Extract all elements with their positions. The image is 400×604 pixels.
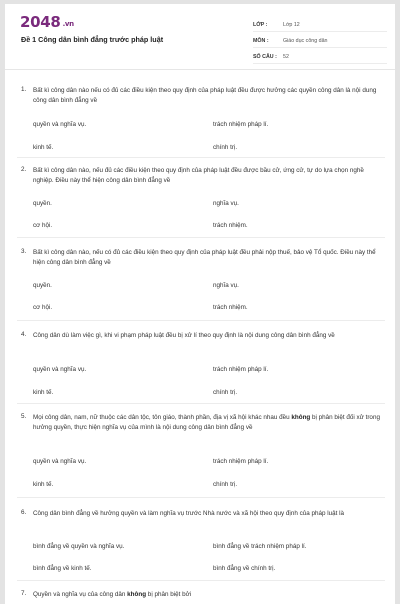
meta-key: LỚP : <box>253 21 268 28</box>
question-text: Công dân dù làm việc gì, khi vi phạm pháp luật đều bị xử lí theo quy định là nội dung công dân bình đẳng về <box>33 332 335 339</box>
answer-option-c[interactable]: bình đẳng về kinh tế. <box>33 565 92 572</box>
answer-option-c[interactable]: kinh tế. <box>33 389 54 396</box>
divider <box>17 157 385 158</box>
meta-value: 52 <box>283 53 289 60</box>
question-number: 6. <box>21 509 27 516</box>
meta-row-subject <box>253 34 387 48</box>
question-number: 4. <box>21 331 27 338</box>
question-text <box>33 413 383 432</box>
divider <box>17 580 385 581</box>
answer-option-b[interactable]: trách nhiệm pháp lí. <box>213 366 269 373</box>
divider <box>17 320 385 321</box>
question-text-part: Mọi công dân, nam, nữ thuộc các dân tộc, tôn giáo, thành phần, địa vị xã hội khác nhau đều <box>33 414 292 421</box>
question-text-part: bị phân biệt đối xử trong hưởng quyền, thực hiện nghĩa vụ của mình là nội dung công dân bình đẳng về <box>33 414 380 431</box>
answer-option-b[interactable]: trách nhiệm pháp lí. <box>213 458 269 465</box>
page-title: Đề 1 Công dân bình đẳng trước pháp luật <box>21 35 164 44</box>
question-text: Bất kì công dân nào nếu có đủ các điều kiện theo quy định của pháp luật đều được hưởng các quyền công dân là nội dung công dân bình đẳng về <box>33 87 377 104</box>
logo-suffix: .vn <box>62 20 74 28</box>
document-header <box>5 4 395 70</box>
answer-option-a[interactable]: quyền và nghĩa vụ. <box>33 121 87 128</box>
site-logo[interactable] <box>20 13 74 31</box>
meta-row-question-count <box>253 50 387 64</box>
question-text: Công dân bình đẳng về hưởng quyền và làm nghĩa vụ trước Nhà nước và xã hội theo quy định của pháp luật là <box>33 510 345 517</box>
question-text-emphasis: không <box>291 414 311 421</box>
meta-row-class <box>253 18 387 32</box>
answer-option-d[interactable]: trách nhiệm. <box>213 304 248 311</box>
answer-option-c[interactable]: kinh tế. <box>33 481 54 488</box>
answer-option-b[interactable]: trách nhiệm pháp lí. <box>213 121 269 128</box>
answer-option-d[interactable]: chính trị. <box>213 481 238 488</box>
question-text: Bất kì công dân nào, nếu đủ các điều kiện theo quy định của pháp luật đều được bầu cử, ứng cử, tự do lựa chọn nghề nghiệp. Điều này thể hiện công dân bình đẳng về <box>33 167 364 184</box>
answer-option-d[interactable]: bình đẳng về chính trị. <box>213 565 276 572</box>
meta-key: MÔN : <box>253 37 269 44</box>
question-number: 1. <box>21 86 27 93</box>
answer-option-a[interactable]: bình đẳng về quyền và nghĩa vụ. <box>33 543 125 550</box>
question-text: Bất kì công dân nào, nếu có đủ các điều kiện theo quy định của pháp luật đều phải nộp thuế, bảo vệ Tổ quốc. Điều này thể hiện công dân bình đẳng về <box>33 249 376 266</box>
answer-option-b[interactable]: nghĩa vụ. <box>213 200 239 207</box>
meta-value: Lớp 12 <box>283 21 300 28</box>
document-page <box>5 4 395 604</box>
answer-option-a[interactable]: quyền. <box>33 282 52 289</box>
answer-option-c[interactable]: cơ hội. <box>33 222 53 229</box>
divider <box>17 403 385 404</box>
answer-option-c[interactable]: cơ hội. <box>33 304 53 311</box>
divider <box>17 497 385 498</box>
divider <box>17 237 385 238</box>
answer-option-d[interactable]: chính trị. <box>213 389 238 396</box>
answer-option-a[interactable]: quyền. <box>33 200 52 207</box>
question-number: 5. <box>21 413 27 420</box>
question-text <box>33 590 383 600</box>
logo-text: 2048 <box>20 13 61 31</box>
question-number: 7. <box>21 590 27 597</box>
question-text-part: bị phân biệt bởi <box>146 591 192 598</box>
answer-option-a[interactable]: quyền và nghĩa vụ. <box>33 458 87 465</box>
answer-option-c[interactable]: kinh tế. <box>33 144 54 151</box>
answer-option-b[interactable]: bình đẳng về trách nhiệm pháp lí. <box>213 543 307 550</box>
meta-key: SỐ CÂU : <box>253 53 277 60</box>
meta-value: Giáo dục công dân <box>283 37 328 44</box>
question-text-part: Quyền và nghĩa vụ của công dân <box>33 591 128 598</box>
question-number: 2. <box>21 166 27 173</box>
answer-option-d[interactable]: trách nhiệm. <box>213 222 248 229</box>
answer-option-a[interactable]: quyền và nghĩa vụ. <box>33 366 87 373</box>
answer-option-d[interactable]: chính trị. <box>213 144 238 151</box>
question-number: 3. <box>21 248 27 255</box>
exam-info-panel <box>253 18 387 66</box>
answer-option-b[interactable]: nghĩa vụ. <box>213 282 239 289</box>
question-text-emphasis: không <box>127 591 147 598</box>
